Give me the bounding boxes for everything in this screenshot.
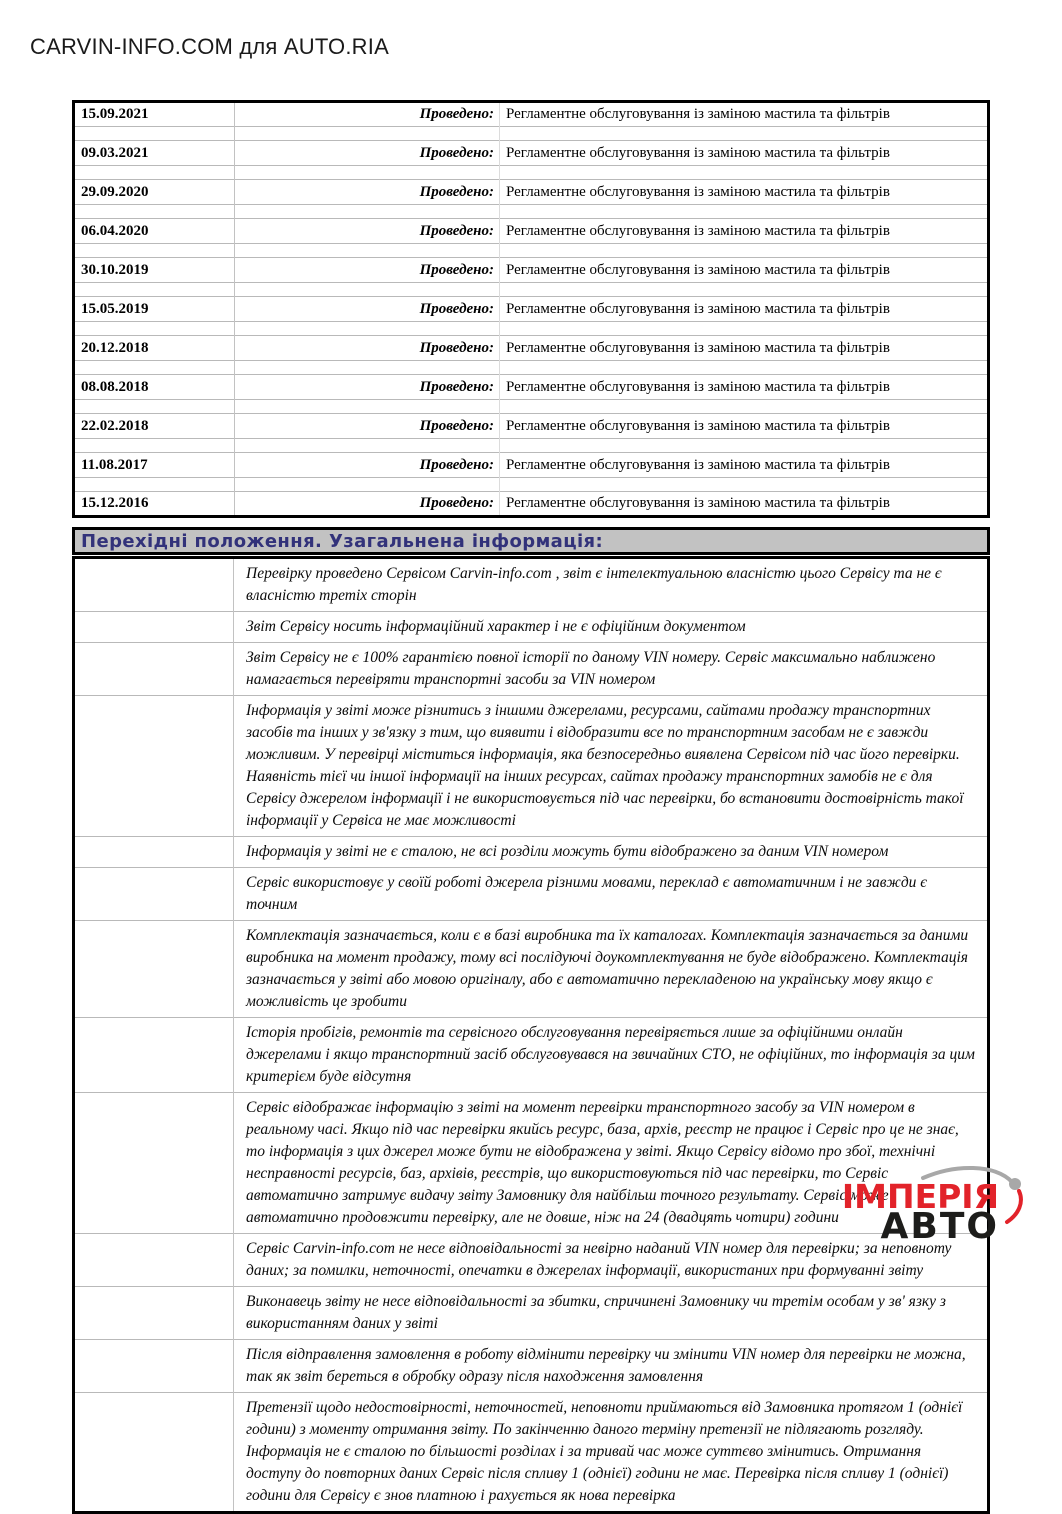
logo-word-imperia: ІМПЕРІЯ [841, 1177, 999, 1216]
service-row [74, 453, 989, 478]
section-title: Перехідні положення. Узагальнена інформація: [81, 530, 604, 552]
service-description: Регламентне обслуговування із заміною мастила та фільтрів [506, 222, 890, 239]
performed-label: Проведено: [235, 414, 500, 439]
terms-left-cell [74, 1018, 234, 1093]
performed-label: Проведено: [235, 453, 500, 478]
terms-text: Претензії щодо недостовірності, неточностей, неповноти приймаються від Замовника протягом 1 (однієї години) з моменту отримання звіту. По закінченню даного терміну претензії не підлягають розгляду. Інформація не є сталою по більшості розділах і за тривай час може суттєво змінитись. Отримання доступу до повторних даних Сервіс після спливу 1 (однієї) години не має. Перевірка після спливу 1 (однієї) години для Сервісу є знов платною і рахується як нова перевірка [246, 1399, 963, 1504]
terms-row [74, 921, 989, 1018]
spacer-row [74, 439, 989, 453]
spacer-row [74, 400, 989, 414]
service-date: 11.08.2017 [74, 453, 235, 478]
service-description: Регламентне обслуговування із заміною мастила та фільтрів [506, 144, 890, 161]
service-row [74, 102, 989, 127]
service-date: 08.08.2018 [74, 375, 235, 400]
terms-row [74, 558, 989, 612]
terms-left-cell [74, 612, 234, 643]
service-row [74, 336, 989, 361]
performed-label: Проведено: [235, 219, 500, 244]
spacer-row [74, 283, 989, 297]
terms-text: Сервіс використовує у своїй роботі джерела різними мовами, переклад є автоматичним і не завжди є точним [246, 874, 928, 913]
performed-label: Проведено: [235, 375, 500, 400]
terms-left-cell [74, 868, 234, 921]
terms-row [74, 837, 989, 868]
terms-left-cell [74, 921, 234, 1018]
spacer-row [74, 244, 989, 258]
service-description: Регламентне обслуговування із заміною мастила та фільтрів [506, 183, 890, 200]
service-description: Регламентне обслуговування із заміною мастила та фільтрів [506, 456, 890, 473]
terms-text: Звіт Сервісу носить інформаційний характер і не є офіційним документом [246, 618, 746, 635]
terms-row [74, 1018, 989, 1093]
service-row [74, 414, 989, 439]
performed-label: Проведено: [235, 336, 500, 361]
terms-row [74, 1340, 989, 1393]
section-header [72, 527, 990, 555]
terms-left-cell [74, 1340, 234, 1393]
performed-label: Проведено: [235, 258, 500, 283]
logo-word-avto: АВТО [880, 1206, 999, 1247]
performed-label: Проведено: [235, 180, 500, 205]
terms-left-cell [74, 1234, 234, 1287]
terms-left-cell [74, 1393, 234, 1513]
terms-text: Сервіс Carvin-info.com не несе відповідальності за невірно наданий VIN номер для перевірки; за неповноту даних; за помилки, неточності, опечатки в джерелах інформації, використаних при формуванні звіту [246, 1240, 952, 1279]
terms-text: Історія пробігів, ремонтів та сервісного обслуговування перевіряється лише за офіційними онлайн джерелами і якщо транспортний засіб обслуговувався на звичайних СТО, не офіційних, то інформація за цим критерієм буде відсутня [246, 1024, 975, 1085]
terms-text: Сервіс відображає інформацію з звіті на момент перевірки транспортного засобу за VIN номером в реальному часі. Якщо під час перевірки якийсь ресурс, база, архів, реєстр не працює і Сервіс про це не знає, то інформація з цих джерел може бути не відображена у звіті. Якщо Сервісу відомо про збої, технічні несправності ресурсів, баз, архівів, реєстрів, що використовуються під час перевірки, то Сервіс автоматично затримує видачу звіту Замовнику для найбільш точного результату. Сервіс може автоматично продовжити перевірку, але не довше, ніж на 24 (двадцять чотири) години [246, 1099, 959, 1226]
service-date: 29.09.2020 [74, 180, 235, 205]
terms-left-cell [74, 558, 234, 612]
service-description: Регламентне обслуговування із заміною мастила та фільтрів [506, 106, 890, 122]
terms-left-cell [74, 643, 234, 696]
terms-left-cell [74, 837, 234, 868]
spacer-row [74, 127, 989, 141]
service-row [74, 375, 989, 400]
service-date: 15.09.2021 [74, 102, 235, 127]
service-description: Регламентне обслуговування із заміною мастила та фільтрів [506, 417, 890, 434]
service-description: Регламентне обслуговування із заміною мастила та фільтрів [506, 339, 890, 356]
service-description: Регламентне обслуговування із заміною мастила та фільтрів [506, 300, 890, 317]
service-date: 06.04.2020 [74, 219, 235, 244]
service-history-table [72, 100, 990, 518]
performed-label: Проведено: [235, 141, 500, 166]
terms-row [74, 868, 989, 921]
spacer-row [74, 361, 989, 375]
spacer-row [74, 322, 989, 336]
terms-row [74, 696, 989, 837]
service-date: 15.05.2019 [74, 297, 235, 322]
service-row [74, 219, 989, 244]
service-date: 15.12.2016 [74, 492, 235, 517]
terms-left-cell [74, 1287, 234, 1340]
terms-left-cell [74, 696, 234, 837]
page-title: CARVIN-INFO.COM для AUTO.RIA [30, 34, 389, 59]
terms-row [74, 643, 989, 696]
imperia-avto-logo [835, 1162, 1047, 1262]
performed-label: Проведено: [235, 492, 500, 517]
performed-label: Проведено: [235, 102, 500, 127]
service-row [74, 258, 989, 283]
service-date: 20.12.2018 [74, 336, 235, 361]
terms-text: Виконавець звіту не несе відповідальності за збитки, спричинені Замовнику чи третім особам у зв' язку з використанням даних у звіті [246, 1293, 946, 1332]
terms-row [74, 612, 989, 643]
terms-text: Після відправлення замовлення в роботу відмінити перевірку чи змінити VIN номер для перевірки не можна, так як звіт береться в обробку одразу після находження замовлення [246, 1346, 966, 1385]
performed-label: Проведено: [235, 297, 500, 322]
terms-text: Інформація у звіті може різнитись з іншими джерелами, ресурсами, сайтами продажу транспортних засобів та інших у зв'язку з тим, що виявити і відобразити все по транспортним засобам не є завжди можливим. У перевірці міститься інформація, яка безпосередньо виявлена Сервісом під час його перевірки. Наявність тієї чи іншої інформації на інших ресурсах, сайтах продажу транспортних замобів не є для Сервісу джерелом інформації і не використовується під час перевірки, бо встановити достовірність такої інформації у Сервіса не має можливості [246, 702, 964, 829]
service-row [74, 141, 989, 166]
service-description: Регламентне обслуговування із заміною мастила та фільтрів [506, 378, 890, 395]
terms-row [74, 1393, 989, 1513]
terms-text: Перевірку проведено Сервісом Carvin-info.com , звіт є інтелектуальною власністю цього Сервісу та не є власністю третіх сторін [246, 565, 942, 604]
terms-text: Звіт Сервісу не є 100% гарантією повної історії по даному VIN номеру. Сервіс максимально наближено намагається перевіряти транспортні засоби за VIN номером [246, 649, 936, 688]
service-description: Регламентне обслуговування із заміною мастила та фільтрів [506, 261, 890, 278]
terms-table [72, 556, 990, 1514]
spacer-row [74, 205, 989, 219]
service-description: Регламентне обслуговування із заміною мастила та фільтрів [506, 495, 890, 511]
service-row [74, 180, 989, 205]
spacer-row [74, 166, 989, 180]
service-date: 22.02.2018 [74, 414, 235, 439]
terms-text: Комплектація зазначається, коли є в базі виробника та їх каталогах. Комплектація зазначається за даними виробника на момент продажу, тому всі послідуючі доукомплектування не буде відображено. Комплектація зазначається у звіті або мовою оригіналу, або є автоматично перекладеною на українську мову якщо є можливість це зробити [246, 927, 969, 1010]
service-date: 30.10.2019 [74, 258, 235, 283]
terms-left-cell [74, 1093, 234, 1234]
service-row [74, 297, 989, 322]
service-date: 09.03.2021 [74, 141, 235, 166]
terms-text: Інформація у звіті не є сталою, не всі розділи можуть бути відображено за даним VIN номером [246, 843, 889, 860]
spacer-row [74, 478, 989, 492]
terms-row [74, 1287, 989, 1340]
service-row [74, 492, 989, 517]
